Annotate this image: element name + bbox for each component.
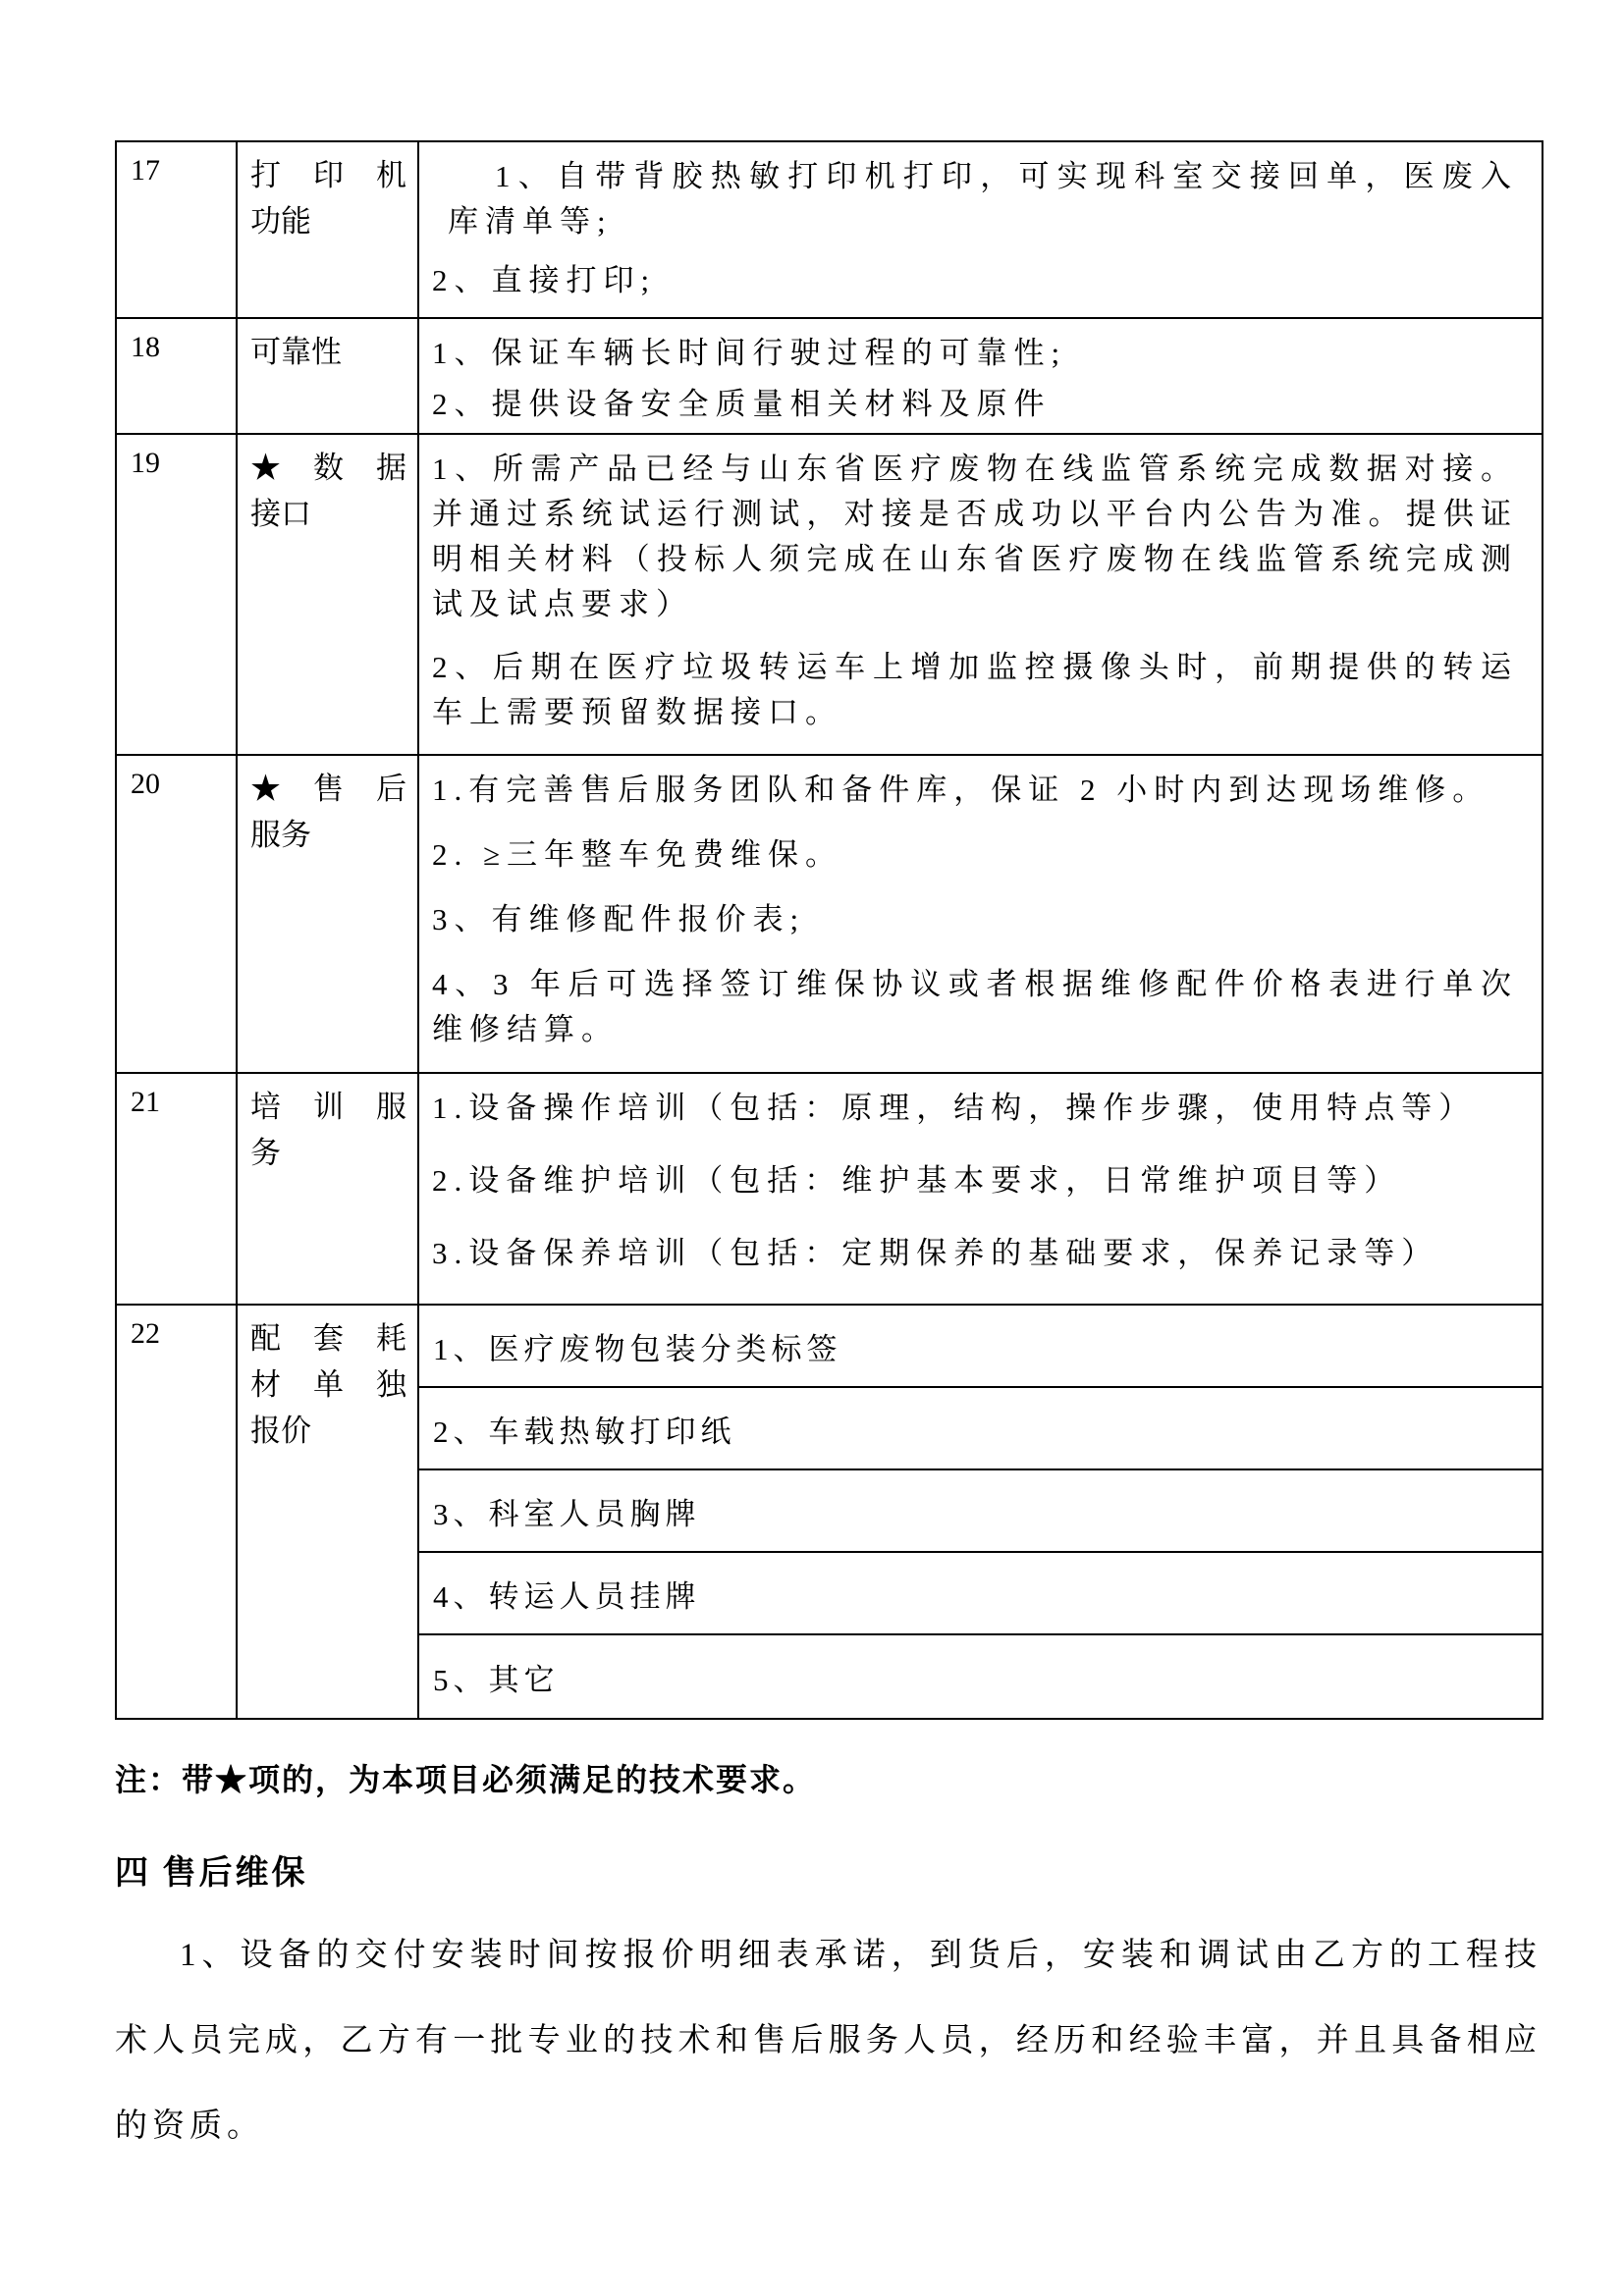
table-row: [116, 755, 1543, 1073]
row-label-line: 务: [250, 1136, 281, 1170]
row-label-line: 材 单 独: [250, 1367, 406, 1402]
row-content: [418, 1305, 1543, 1719]
table-row: [116, 1073, 1543, 1305]
row-label: [237, 1305, 418, 1719]
consumable-item: 2、车载热敏打印纸: [419, 1388, 1542, 1470]
table-row: [116, 318, 1543, 434]
row-label-line: 服务: [250, 818, 311, 852]
row-number: 17: [116, 141, 237, 318]
row-content: [418, 434, 1543, 755]
consumable-item: 3、科室人员胸牌: [419, 1470, 1542, 1553]
row-label-line: 配 套 耗: [250, 1321, 406, 1356]
spec-item: 2. ≥三年整车免费维保。: [432, 837, 843, 872]
spec-item: 1、保证车辆长时间行驶过程的可靠性;: [432, 336, 1067, 370]
table-row: [116, 141, 1543, 318]
row-label-line: 接口: [250, 497, 311, 531]
table-row: [116, 434, 1543, 755]
spec-item: 2.设备维护培训（包括：维护基本要求，日常维护项目等）: [432, 1163, 1402, 1198]
row-number: 19: [116, 434, 237, 755]
spec-item: 3.设备保养培训（包括：定期保养的基础要求，保养记录等）: [432, 1236, 1439, 1270]
spec-item: 2、提供设备安全质量相关材料及原件: [432, 387, 1052, 421]
row-label-line: 功能: [250, 204, 311, 239]
row-number: 18: [116, 318, 237, 434]
spec-item: 1、自带背胶热敏打印机打印，可实现科室交接回单，医废入库清单等;: [448, 159, 1518, 239]
row-label: [237, 318, 418, 434]
consumable-item: 1、医疗废物包装分类标签: [419, 1306, 1542, 1388]
row-number: 20: [116, 755, 237, 1073]
row-label: [237, 1073, 418, 1305]
spec-item: 1.设备操作培训（包括：原理，结构，操作步骤，使用特点等）: [432, 1091, 1477, 1125]
spec-item: 2、直接打印;: [432, 263, 657, 297]
row-label-line: ★ 数 据: [250, 451, 406, 485]
table-row: [116, 1305, 1543, 1719]
section-heading: 四 售后维保: [115, 1855, 308, 1892]
star-note: 注：带★项的，为本项目必须满足的技术要求。: [115, 1762, 817, 1797]
consumable-item: 5、其它: [433, 1662, 560, 1697]
row-content: [418, 1073, 1543, 1305]
row-label: [237, 755, 418, 1073]
spec-item: 1.有完善售后服务团队和备件库，保证 2 小时内到达现场维修。: [432, 773, 1490, 807]
spec-item: 3、有维修配件报价表;: [432, 902, 806, 936]
technical-requirements-table: [115, 140, 1543, 1720]
row-label: [237, 434, 418, 755]
row-content: [418, 755, 1543, 1073]
row-label-line: 打 印 机: [250, 158, 406, 192]
row-label-line: 报价: [250, 1414, 311, 1448]
row-number: 22: [116, 1305, 237, 1719]
spec-item: 4、3 年后可选择签订维保协议或者根据维修配件价格表进行单次维修结算。: [432, 967, 1518, 1046]
consumable-item: 4、转运人员挂牌: [419, 1553, 1542, 1635]
row-label-line: 可靠性: [250, 335, 342, 369]
spec-item: 2、后期在医疗垃圾转运车上增加监控摄像头时，前期提供的转运车上需要预留数据接口。: [432, 650, 1518, 729]
spec-item: 1、所需产品已经与山东省医疗废物在线监管系统完成数据对接。并通过系统试运行测试，对接是否成功以平台内公告为准。提供证明相关材料（投标人须完成在山东省医疗废物在线监管系统完成测试及试点要求）: [432, 452, 1518, 621]
row-label: [237, 141, 418, 318]
body-paragraph: 1、设备的交付安装时间按报价明细表承诺，到货后，安装和调试由乙方的工程技术人员完成，乙方有一批专业的技术和售后服务人员，经历和经验丰富，并且具备相应的资质。: [115, 1938, 1542, 2144]
row-content: [418, 318, 1543, 434]
row-number: 21: [116, 1073, 237, 1305]
row-content: [418, 141, 1543, 318]
row-label-line: ★ 售 后: [250, 772, 406, 806]
row-label-line: 培 训 服: [250, 1090, 406, 1124]
